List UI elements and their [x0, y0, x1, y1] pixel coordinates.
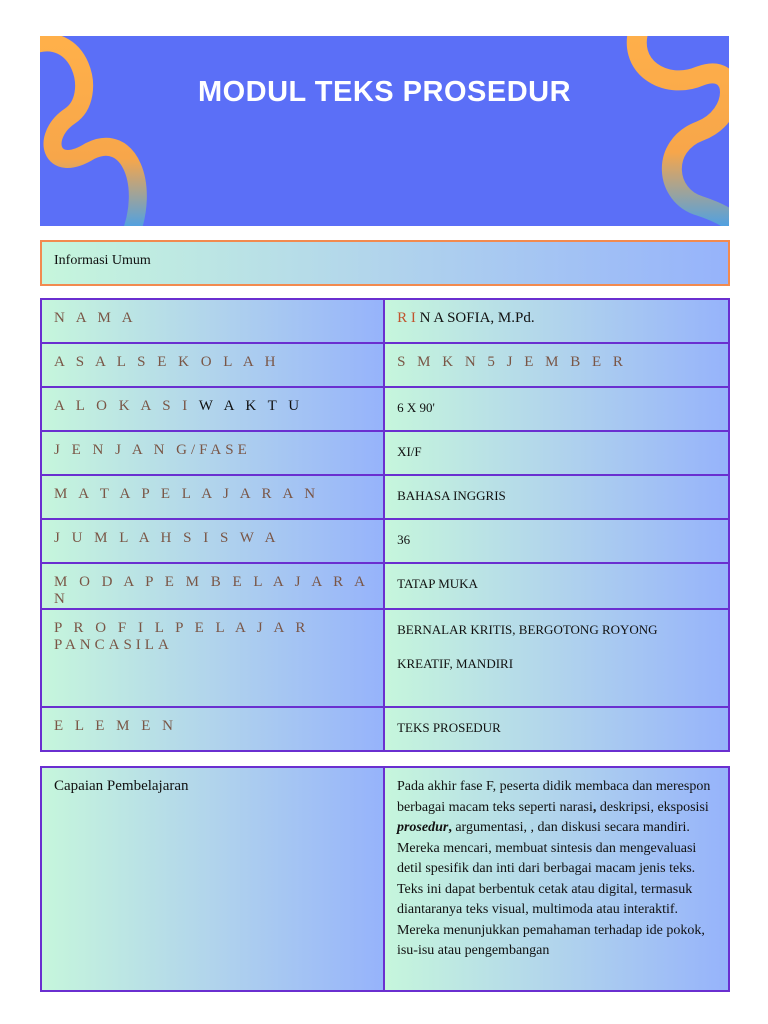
- value-nama-accent: R I: [397, 310, 416, 326]
- table-row: [41, 767, 729, 991]
- capaian-text-2: deskripsi, eksposisi: [596, 799, 709, 815]
- value-asal-sekolah: S M K N 5 J E M B E R: [397, 354, 627, 370]
- value-nama: [385, 300, 728, 327]
- table-row: [41, 563, 729, 609]
- label-mata-pelajaran: M A T A P E L A J A R A N: [54, 486, 320, 502]
- label-jenjang-fase: J E N J A N G/FASE: [54, 442, 251, 458]
- table-row: [41, 343, 729, 387]
- label-profil-pelajar: P R O F I L P E L A J A R PANCASILA: [54, 620, 310, 653]
- value-alokasi-waktu: 6 X 90': [397, 400, 435, 415]
- capaian-table: [40, 766, 730, 992]
- label-moda-pembelajaran: M O D A P E M B E L A J A R A N: [54, 574, 369, 607]
- profil-line-1: BERNALAR KRITIS, BERGOTONG ROYONG: [397, 622, 658, 637]
- value-jenjang-fase: XI/F: [397, 444, 422, 459]
- label-alokasi: A L O K A S I: [54, 398, 192, 414]
- table-row: [41, 387, 729, 431]
- table-row: [41, 707, 729, 751]
- capaian-text-3: argumentasi, , dan diskusi secara mandiri. Mereka mencari, membuat sintesis dan mengevaluasi detil spesifik dan inti dari berbagai macam jenis teks. Teks ini dapat berbentuk cetak atau digital, termasuk diantaranya teks visual, multimoda atau interaktif. Mereka menunjukkan pemahaman terhadap ide pokok, isu-isu atau pengembangan: [396, 820, 705, 958]
- label-capaian-pembelajaran: Capaian Pembelajaran: [54, 778, 189, 794]
- label-jumlah-siswa: J U M L A H S I S W A: [54, 530, 280, 546]
- value-nama-rest: N A SOFIA, M.Pd.: [419, 310, 535, 326]
- section-title: Informasi Umum: [54, 253, 151, 268]
- value-jumlah-siswa: 36: [397, 532, 411, 547]
- info-table: [40, 298, 730, 752]
- label-asal-sekolah: A S A L S E K O L A H: [54, 354, 280, 370]
- table-row: [41, 609, 729, 707]
- value-profil-pelajar: [385, 610, 728, 674]
- label-waktu: W A K T U: [198, 398, 304, 414]
- label-elemen: E L E M E N: [54, 718, 178, 734]
- label-nama: N A M A: [54, 310, 137, 326]
- table-row: [41, 475, 729, 519]
- capaian-emphasis: prosedur: [396, 820, 449, 835]
- table-row: [41, 299, 729, 343]
- capaian-text-1: Pada akhir fase F, peserta didik membaca dan merespon berbagai macam teks seperti narasi: [396, 779, 711, 815]
- capaian-paragraph: [385, 768, 728, 962]
- table-row: [41, 431, 729, 475]
- capaian-comma-1: ,: [592, 799, 597, 815]
- value-elemen: TEKS PROSEDUR: [397, 720, 501, 735]
- value-moda-pembelajaran: TATAP MUKA: [397, 576, 478, 591]
- label-alokasi-waktu: [42, 388, 383, 415]
- value-mata-pelajaran: BAHASA INGGRIS: [397, 488, 506, 503]
- page-title: MODUL TEKS PROSEDUR: [197, 76, 572, 108]
- section-header-informasi-umum: [40, 240, 730, 286]
- ribbon-decoration-icon: [40, 36, 729, 226]
- table-row: [41, 519, 729, 563]
- capaian-comma-2: ,: [448, 820, 452, 835]
- header-banner: [40, 36, 729, 226]
- profil-line-2: KREATIF, MANDIRI: [397, 656, 514, 671]
